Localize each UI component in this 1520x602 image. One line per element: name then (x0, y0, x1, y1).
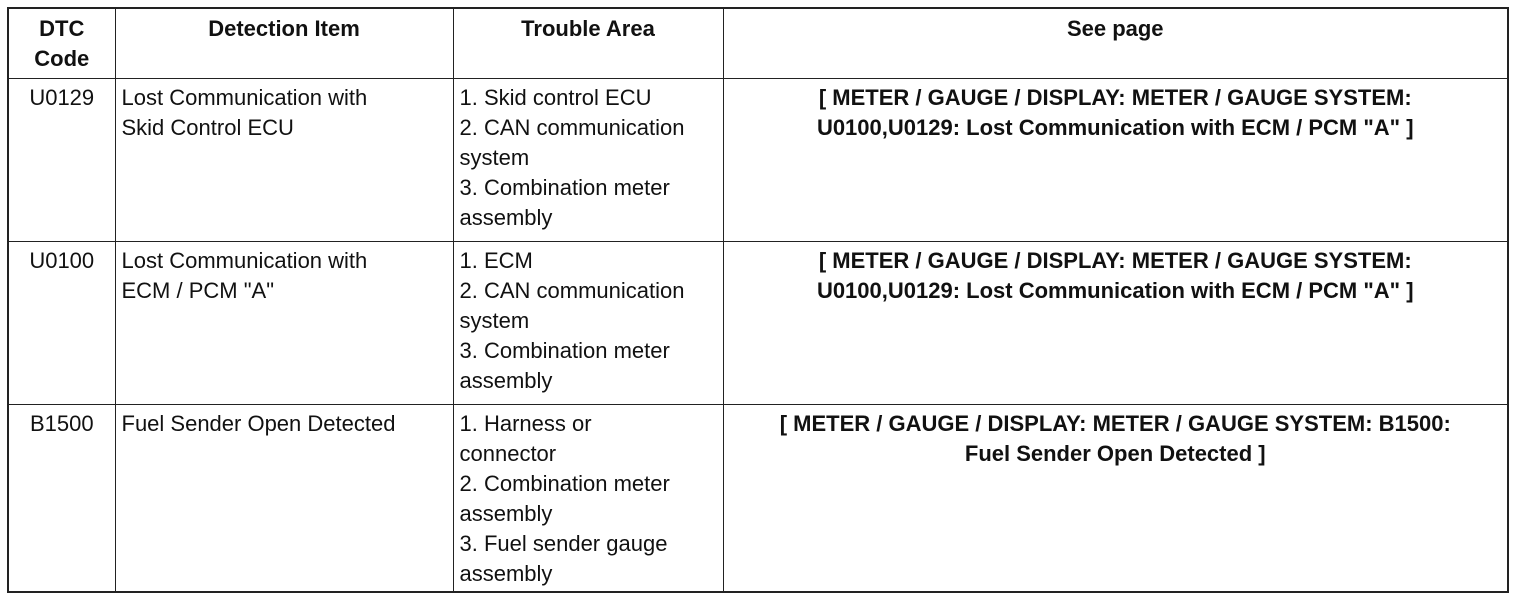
dtc-code-cell: U0100 (8, 242, 115, 405)
trouble-area-cell: 1. Skid control ECU 2. CAN communication system 3. Combination meter assembly (453, 79, 723, 242)
detection-item-cell: Lost Communication with ECM / PCM "A" (115, 242, 453, 405)
trouble-area-cell: 1. Harness or connector 2. Combination meter assembly 3. Fuel sender gauge assembly (453, 405, 723, 593)
header-detection-item: Detection Item (115, 8, 453, 79)
dtc-table-container (7, 7, 1509, 593)
dtc-table (7, 7, 1509, 593)
header-dtc-code: DTC Code (8, 8, 115, 79)
see-page-link[interactable]: [ METER / GAUGE / DISPLAY: METER / GAUGE SYSTEM: U0100,U0129: Lost Communication with ECM / PCM "A" ] (723, 242, 1508, 405)
dtc-code-cell: U0129 (8, 79, 115, 242)
trouble-area-cell: 1. ECM 2. CAN communication system 3. Combination meter assembly (453, 242, 723, 405)
detection-item-cell: Fuel Sender Open Detected (115, 405, 453, 593)
table-header (8, 8, 1508, 79)
see-page-link[interactable]: [ METER / GAUGE / DISPLAY: METER / GAUGE SYSTEM: U0100,U0129: Lost Communication with ECM / PCM "A" ] (723, 79, 1508, 242)
table-body (8, 79, 1508, 593)
table-row (8, 242, 1508, 405)
header-trouble-area: Trouble Area (453, 8, 723, 79)
table-row (8, 405, 1508, 593)
header-row (8, 8, 1508, 79)
detection-item-cell: Lost Communication with Skid Control ECU (115, 79, 453, 242)
dtc-code-cell: B1500 (8, 405, 115, 593)
header-see-page: See page (723, 8, 1508, 79)
see-page-link[interactable]: [ METER / GAUGE / DISPLAY: METER / GAUGE SYSTEM: B1500: Fuel Sender Open Detected ] (723, 405, 1508, 593)
table-row (8, 79, 1508, 242)
